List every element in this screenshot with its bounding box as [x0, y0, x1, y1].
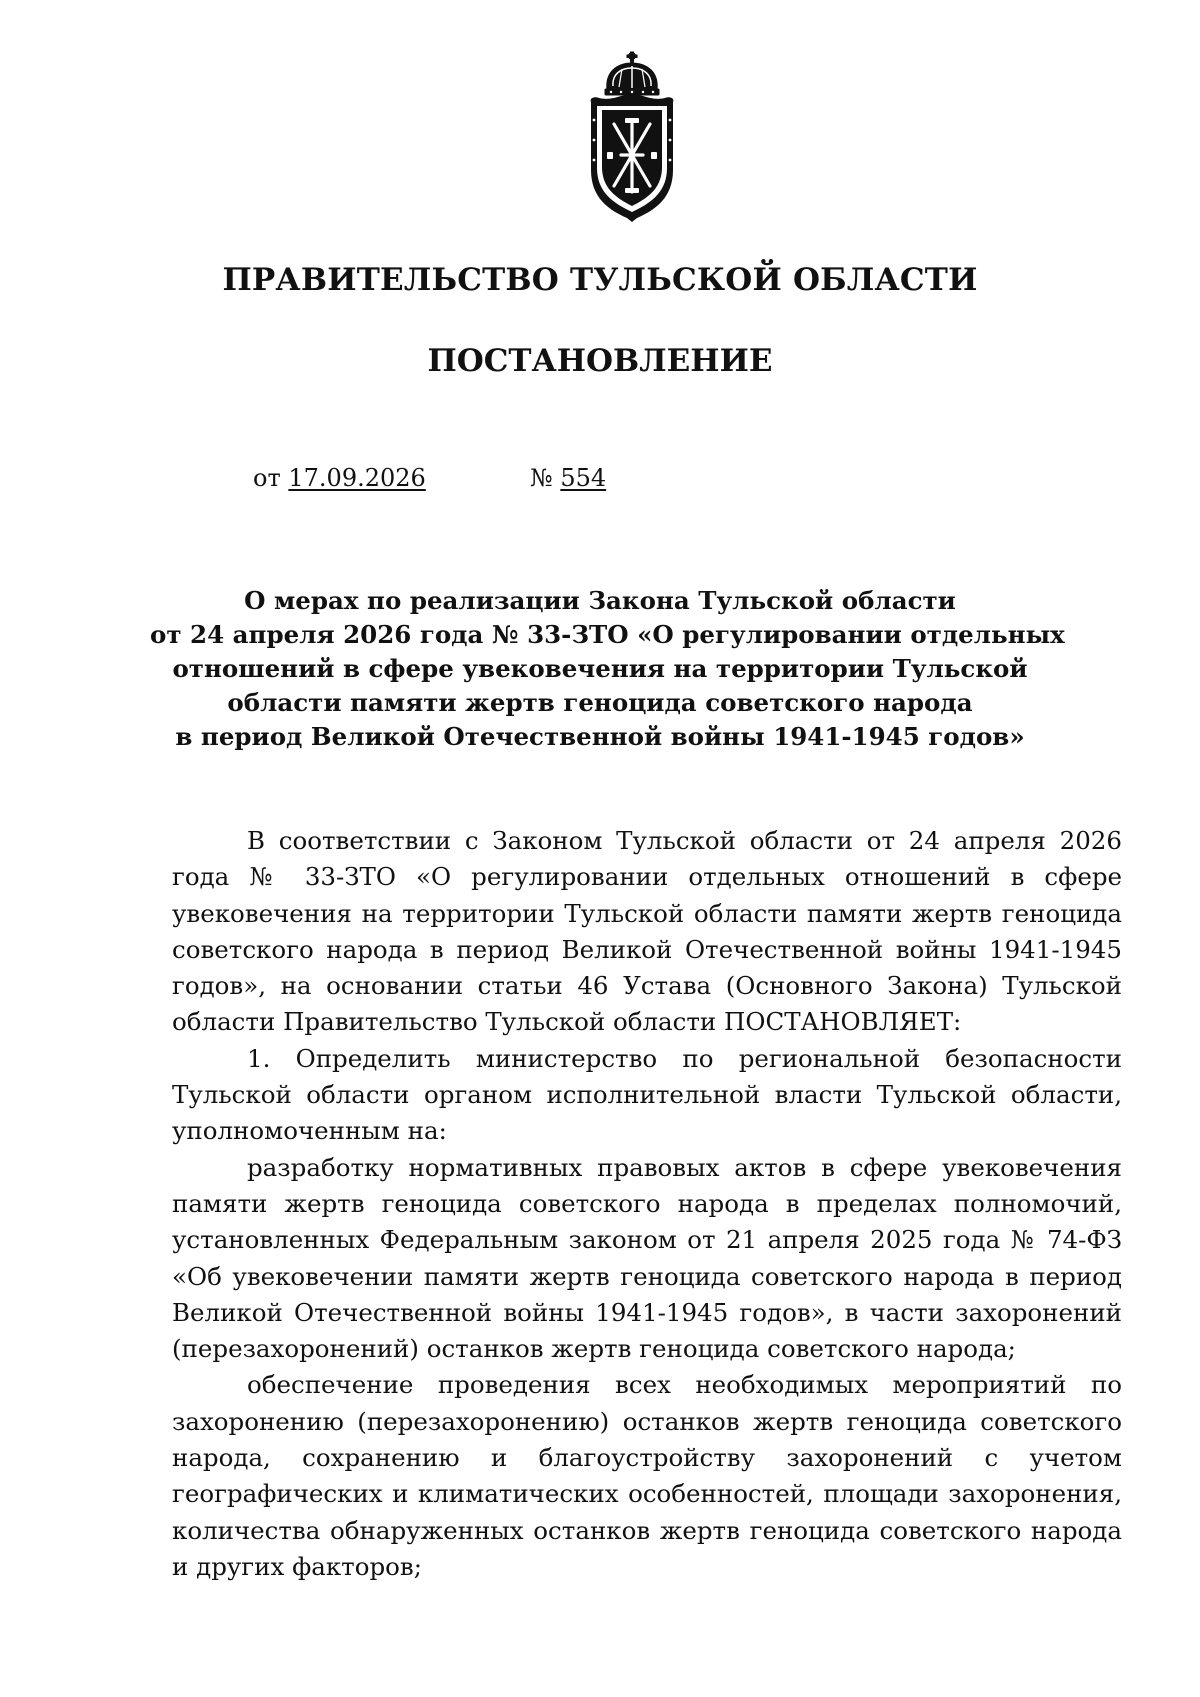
- body-paragraph-preamble: В соответствии с Законом Тульской области от 24 апреля 2026 года № 33-ЗТО «О регулировании отдельных отношений в сфере увековечения на территории Тульской области памяти жертв геноцида советского народа в период Великой Отечественной войны 1941-1945 годов», на основании статьи 46 Устава (Основного Закона) Тульской области Правительство Тульской области ПОСТАНОВЛЯЕТ:: [172, 826, 1122, 1037]
- subject-line: от 24 апреля 2026 года № 33-ЗТО «О регулировании отдельных: [150, 620, 1065, 649]
- body-paragraph-subitem: разработку нормативных правовых актов в сфере увековечения памяти жертв геноцида советского народа в пределах полномочий, установленных Федеральным законом от 21 апреля 2025 года № 74-ФЗ «Об увековечении памяти жертв геноцида советского народа в период Великой Отечественной войны 1941-1945 годов», в части захоронений (перезахоронений) останков жертв геноцида советского народа;: [172, 1152, 1122, 1364]
- date-prefix: от: [253, 464, 281, 492]
- date-value: 17.09.2026: [288, 464, 426, 492]
- coat-of-arms-icon: [577, 50, 687, 225]
- subject-line: области памяти жертв геноцида советского народа: [227, 688, 973, 717]
- document-date: [253, 464, 426, 492]
- body-paragraph-item-1: 1. Определить министерство по региональной безопасности Тульской области органом исполнительной власти Тульской области, уполномоченным на:: [172, 1043, 1122, 1146]
- document-subject: [150, 584, 1065, 754]
- document-body: [172, 823, 1122, 1585]
- subject-line: в период Великой Отечественной войны 1941-1945 годов»: [175, 722, 1025, 751]
- document-type-heading: ПОСТАНОВЛЕНИЕ: [427, 343, 773, 379]
- organization-title: ПРАВИТЕЛЬСТВО ТУЛЬСКОЙ ОБЛАСТИ: [222, 262, 978, 298]
- document-number: [530, 464, 606, 492]
- number-prefix: №: [530, 464, 553, 492]
- body-paragraph-subitem: обеспечение проведения всех необходимых мероприятий по захоронению (перезахоронению) останков жертв геноцида советского народа, сохранению и благоустройству захоронений с учетом географических и климатических особенностей, площади захоронения, количества обнаруженных останков жертв геноцида советского народа и других факторов;: [172, 1370, 1122, 1581]
- subject-line: О мерах по реализации Закона Тульской области: [244, 586, 956, 615]
- number-value: 554: [560, 464, 607, 492]
- subject-line: отношений в сфере увековечения на территории Тульской: [172, 654, 1028, 683]
